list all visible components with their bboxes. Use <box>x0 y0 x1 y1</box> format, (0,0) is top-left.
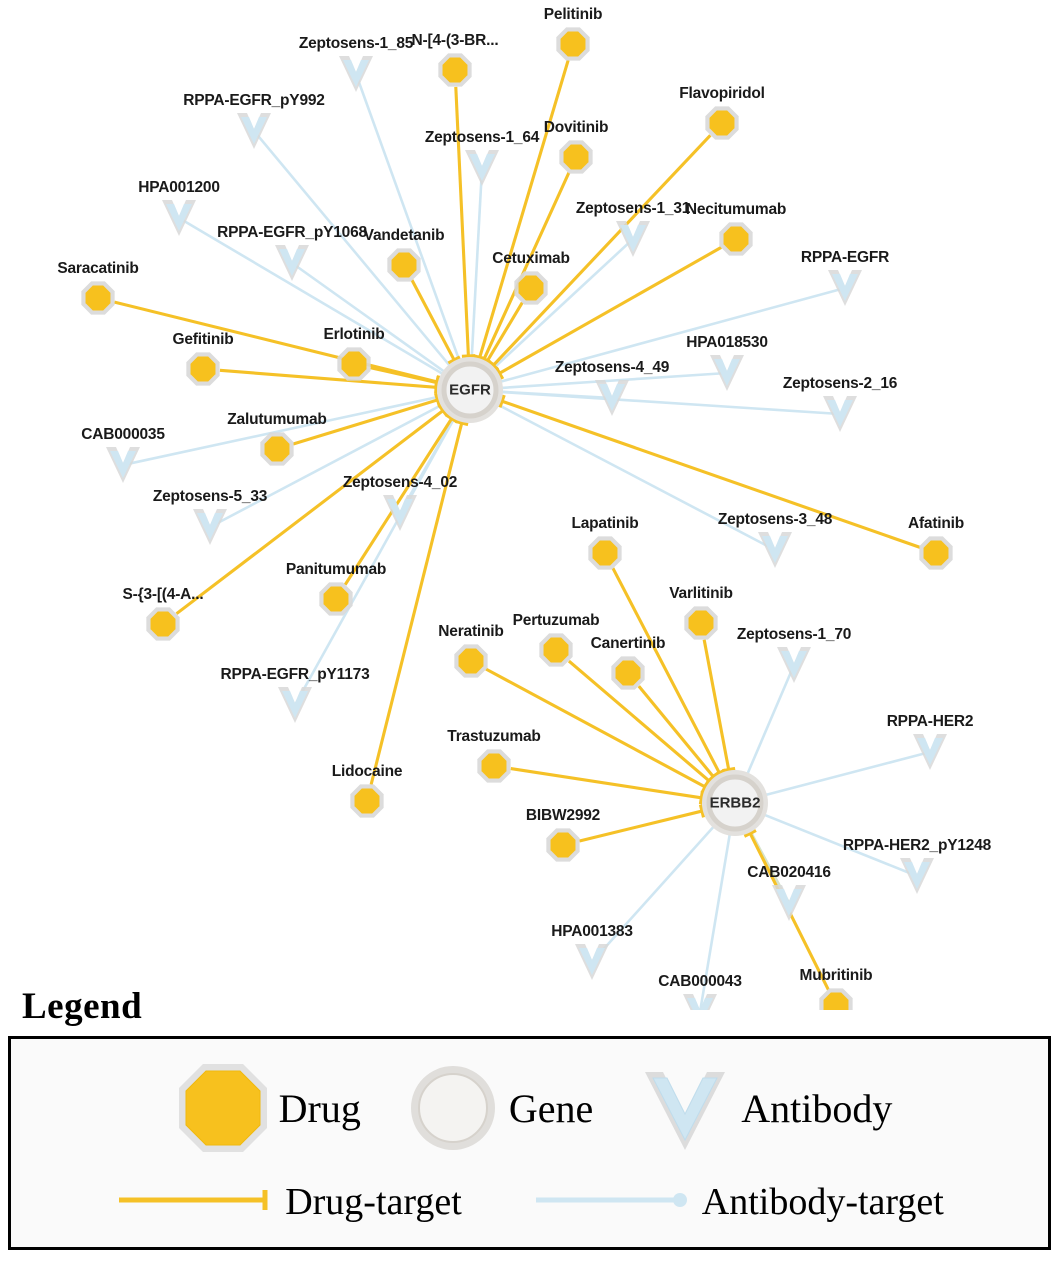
circle-icon <box>397 1056 509 1160</box>
legend-label-drug: Drug <box>278 1085 361 1131</box>
antibody-node-label: Zeptosens-4_49 <box>554 359 670 376</box>
drug-node-label: Lapatinib <box>571 515 639 532</box>
legend-item-antibody <box>629 1056 892 1160</box>
drug-node-label: N-[4-(3-BR... <box>411 32 499 49</box>
chevron-down-icon <box>282 691 308 718</box>
drug-node[interactable] <box>454 644 487 677</box>
drug-node-label: Necitumumab <box>685 201 787 218</box>
antibody-node-label: CAB000043 <box>658 973 742 990</box>
antibody-node[interactable] <box>162 200 196 236</box>
chevron-down-icon <box>279 249 305 276</box>
edge-drug-target <box>412 280 454 360</box>
antibody-node[interactable] <box>758 532 792 568</box>
antibody-node-label: Zeptosens-3_48 <box>717 511 833 528</box>
legend-box <box>8 1036 1051 1250</box>
legend-label-antibody: Antibody <box>741 1085 893 1131</box>
drug-node[interactable] <box>350 784 383 817</box>
octagon-icon <box>151 612 176 637</box>
drug-node-label: Zalutumumab <box>227 411 327 428</box>
chevron-down-icon <box>166 204 192 231</box>
antibody-node[interactable] <box>900 858 934 894</box>
octagon-icon <box>392 253 417 278</box>
drug-node-label: Varlitinib <box>669 585 733 602</box>
edge-drug-target <box>502 401 920 547</box>
chevron-down-icon <box>904 862 930 889</box>
drug-node[interactable] <box>81 281 114 314</box>
antibody-node-label: Zeptosens-1_31 <box>575 200 691 217</box>
drug-node[interactable] <box>588 536 621 569</box>
drug-node-label: Neratinib <box>438 623 504 640</box>
octagon-icon <box>265 437 290 462</box>
octagon-icon <box>561 32 586 57</box>
antibody-node-label: RPPA-HER2 <box>886 713 974 730</box>
edge-antibody-target <box>764 752 930 795</box>
octagon-icon <box>689 611 714 636</box>
drug-node[interactable] <box>186 352 219 385</box>
octagon-icon <box>724 227 749 252</box>
chevron-down-icon <box>762 536 788 563</box>
antibody-node[interactable] <box>913 734 947 770</box>
antibody-node-label: RPPA-HER2_pY1248 <box>842 837 992 854</box>
antibody-node[interactable] <box>278 687 312 723</box>
chevron-down-icon <box>110 451 136 478</box>
octagon-icon <box>324 587 349 612</box>
legend-title: Legend <box>22 986 143 1027</box>
legend <box>0 985 1059 1250</box>
octagon-icon <box>551 833 576 858</box>
antibody-node-label: RPPA-EGFR <box>800 249 890 266</box>
octagon-icon <box>443 58 468 83</box>
chevron-down-icon <box>781 651 807 678</box>
antibody-node[interactable] <box>772 885 806 921</box>
drug-node[interactable] <box>546 828 579 861</box>
edge-antibody-target <box>747 665 794 775</box>
legend-label-antibody-target: Antibody-target <box>701 1181 944 1223</box>
legend-item-drug <box>167 1056 361 1160</box>
edge-drug-target <box>511 769 702 798</box>
edge-drug-target <box>456 87 469 356</box>
drug-node-label: Gefitinib <box>172 331 234 348</box>
antibody-node[interactable] <box>275 245 309 281</box>
drug-node-label: Lidocaine <box>331 763 403 780</box>
antibody-node[interactable] <box>575 944 609 980</box>
octagon-icon <box>519 276 544 301</box>
antibody-node-label: HPA001383 <box>551 923 633 940</box>
drug-node[interactable] <box>684 606 717 639</box>
antibody-node-label: RPPA-EGFR_pY1068 <box>217 224 367 241</box>
chevron-down-icon <box>197 513 223 540</box>
drug-node-label: Pelitinib <box>543 6 603 23</box>
octagon-icon <box>593 541 618 566</box>
drug-node-label: Cetuximab <box>492 250 570 267</box>
drug-node-label: Saracatinib <box>57 260 139 277</box>
octagon-icon <box>710 111 735 136</box>
legend-label-drug-target: Drug-target <box>285 1181 462 1223</box>
drug-node[interactable] <box>477 749 510 782</box>
drug-node[interactable] <box>337 347 370 380</box>
antibody-node-label: HPA018530 <box>686 334 768 351</box>
legend-item-antibody-target <box>532 1180 944 1224</box>
drug-node-label: Panitumumab <box>285 561 387 578</box>
drug-node-label: Dovitinib <box>543 119 609 136</box>
drug-node[interactable] <box>559 140 592 173</box>
drug-node-label: Pertuzumab <box>512 612 600 629</box>
legend-node-row <box>11 1053 1048 1163</box>
gene-node-label: EGFR <box>449 381 491 399</box>
drug-node[interactable] <box>146 607 179 640</box>
drug-node[interactable] <box>319 582 352 615</box>
chevron-down-icon <box>776 889 802 916</box>
antibody-node-label: Zeptosens-2_16 <box>782 375 898 392</box>
drug-node[interactable] <box>919 536 952 569</box>
edge-drug-target <box>371 368 437 383</box>
antibody-node-label: Zeptosens-1_85 <box>298 35 414 52</box>
chevron-down-icon <box>917 738 943 765</box>
octagon-icon <box>482 754 507 779</box>
antibody-node-label: RPPA-EGFR_pY1173 <box>220 666 370 683</box>
antibody-node-label: Zeptosens-1_64 <box>424 129 540 146</box>
gene-node-label: ERBB2 <box>709 794 761 812</box>
antibody-node-label: RPPA-EGFR_pY992 <box>183 92 325 109</box>
octagon-icon <box>544 638 569 663</box>
antibody-node[interactable] <box>339 56 373 92</box>
drug-node-label: Vandetanib <box>363 227 445 244</box>
edge-antibody-target <box>592 825 715 962</box>
octagon-icon <box>616 661 641 686</box>
antibody-node-label: CAB000035 <box>81 426 165 443</box>
antibody-node[interactable] <box>193 509 227 545</box>
drug-node-label: Erlotinib <box>323 326 385 343</box>
octagon-icon <box>342 352 367 377</box>
antibody-node[interactable] <box>777 647 811 683</box>
legend-item-gene <box>397 1056 593 1160</box>
edge-antibody-target-icon <box>532 1187 692 1218</box>
chevron-down-icon <box>343 60 369 87</box>
chevron-down-icon <box>579 948 605 975</box>
drug-node-label: BIBW2992 <box>525 807 601 824</box>
antibody-node-label: Zeptosens-4_02 <box>342 474 458 491</box>
drug-node[interactable] <box>539 633 572 666</box>
legend-edge-row <box>11 1173 1048 1231</box>
chevron-down-icon <box>469 154 495 181</box>
drug-node-label: Trastuzumab <box>447 728 541 745</box>
antibody-node-label: CAB020416 <box>747 864 831 881</box>
octagon-icon <box>86 286 111 311</box>
octagon-icon <box>191 357 216 382</box>
octagon-icon <box>355 789 380 814</box>
drug-node[interactable] <box>514 271 547 304</box>
legend-label-gene: Gene <box>508 1085 594 1131</box>
drug-node[interactable] <box>260 432 293 465</box>
edge-tbar <box>462 356 475 357</box>
edge-antibody-target <box>500 392 840 414</box>
drug-node-label: Afatinib <box>907 515 965 532</box>
drug-node[interactable] <box>387 248 420 281</box>
edge-drug-target-icon <box>115 1187 275 1218</box>
antibody-node-label: Zeptosens-5_33 <box>152 488 268 505</box>
antibody-node-label: Zeptosens-1_70 <box>736 626 852 643</box>
antibody-node[interactable] <box>828 270 862 306</box>
chevron-down-icon <box>832 274 858 301</box>
drug-node-label: Canertinib <box>590 635 666 652</box>
octagon-icon <box>564 145 589 170</box>
drug-node[interactable] <box>719 222 752 255</box>
legend-item-drug-target <box>115 1180 462 1224</box>
drug-node-label: Flavopiridol <box>679 85 765 102</box>
drug-node[interactable] <box>556 27 589 60</box>
antibody-node[interactable] <box>465 150 499 186</box>
antibody-node-label: HPA001200 <box>138 179 220 196</box>
edge-antibody-target <box>472 168 482 360</box>
antibody-node[interactable] <box>106 447 140 483</box>
drug-node[interactable] <box>611 656 644 689</box>
drug-node-label: S-{3-[(4-A... <box>122 586 204 603</box>
octagon-icon <box>924 541 949 566</box>
drug-node[interactable] <box>705 106 738 139</box>
drug-node-label: Mubritinib <box>799 967 873 984</box>
drug-node[interactable] <box>438 53 471 86</box>
octagon-icon <box>167 1056 279 1160</box>
octagon-icon <box>459 649 484 674</box>
chevron-down-icon <box>629 1056 741 1160</box>
